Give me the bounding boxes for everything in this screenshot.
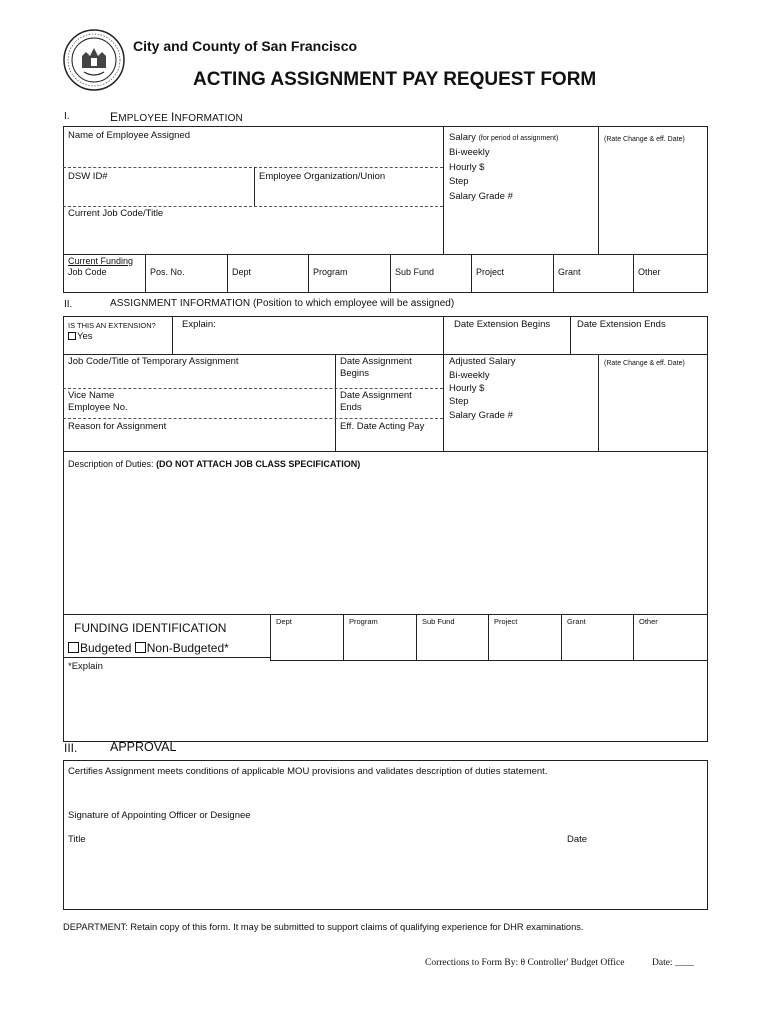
budgeted-label: Budgeted <box>80 641 132 655</box>
approval-date-field[interactable]: Date <box>567 834 588 845</box>
extension-yes-checkbox[interactable]: Yes <box>68 331 93 343</box>
funding-identification-title: FUNDING IDENTIFICATION <box>74 621 227 635</box>
funding-sub-fund[interactable]: Sub Fund <box>395 267 435 277</box>
funding-program[interactable]: Program <box>313 267 348 277</box>
section-2-title: ASSIGNMENT INFORMATION (Position to which employee will be assigned) <box>110 298 455 309</box>
section-1-title: EMPLOYEE INFORMATION <box>110 110 243 124</box>
fund-program[interactable]: Program <box>349 617 378 626</box>
temp-job-code-field[interactable]: Job Code/Title of Temporary Assignment <box>68 356 239 367</box>
rate-change-label: (Rate Change & eff. Date) <box>604 136 685 143</box>
section-2-number: II. <box>64 299 73 310</box>
current-job-code-field[interactable]: Current Job Code/Title <box>68 208 164 219</box>
funding-job-code[interactable]: Job Code <box>68 267 107 277</box>
fund-project[interactable]: Project <box>494 617 518 626</box>
salary-step[interactable]: Step <box>449 176 469 187</box>
form-title: ACTING ASSIGNMENT PAY REQUEST FORM <box>193 69 597 90</box>
current-funding-label: Current Funding <box>68 256 134 266</box>
extension-question: IS THIS AN EXTENSION? <box>68 321 156 330</box>
extension-explain-field[interactable]: Explain: <box>182 319 216 330</box>
salary-grade[interactable]: Salary Grade # <box>449 191 513 202</box>
funding-grant[interactable]: Grant <box>558 267 581 277</box>
funding-other[interactable]: Other <box>638 267 661 277</box>
funding-pos-no[interactable]: Pos. No. <box>150 267 185 277</box>
footer-date: Date: ____ <box>652 958 694 968</box>
fund-other[interactable]: Other <box>639 617 658 626</box>
date-assignment-ends-field[interactable]: Date Assignment Ends <box>340 390 412 413</box>
checkbox-icon[interactable] <box>68 332 76 340</box>
section-1-number: I. <box>64 111 70 122</box>
department-note: DEPARTMENT: Retain copy of this form. It may be submitted to support claims of qualifying experience for DHR examinations. <box>63 922 584 932</box>
date-assignment-begins-field[interactable]: Date Assignment Begins <box>340 356 412 379</box>
employee-name-field[interactable]: Name of Employee Assigned <box>68 130 190 141</box>
approval-box <box>63 760 708 910</box>
fund-dept[interactable]: Dept <box>276 617 292 626</box>
explain-field[interactable]: *Explain <box>68 661 103 672</box>
corrections-note: Corrections to Form By: θ Controller' Budget Office <box>425 958 625 968</box>
employee-org-field[interactable]: Employee Organization/Union <box>259 171 386 182</box>
non-budgeted-checkbox[interactable] <box>135 642 146 653</box>
budget-options <box>68 641 229 655</box>
approval-title-field[interactable]: Title <box>68 834 86 845</box>
duties-field[interactable]: Description of Duties: (DO NOT ATTACH JOB CLASS SPECIFICATION) <box>68 459 361 469</box>
fund-sub-fund[interactable]: Sub Fund <box>422 617 455 626</box>
adj-hourly[interactable]: Hourly $ <box>449 383 485 394</box>
reason-field[interactable]: Reason for Assignment <box>68 421 167 432</box>
budgeted-checkbox[interactable] <box>68 642 79 653</box>
adjusted-salary-label: Adjusted Salary <box>449 356 516 367</box>
salary-hourly[interactable]: Hourly $ <box>449 162 485 173</box>
certifies-text: Certifies Assignment meets conditions of applicable MOU provisions and validates description of duties statement. <box>68 766 548 777</box>
org-name: City and County of San Francisco <box>133 38 358 54</box>
date-extension-begins-field[interactable]: Date Extension Begins <box>454 319 551 330</box>
fund-grant[interactable]: Grant <box>567 617 586 626</box>
salary-biweekly[interactable]: Bi-weekly <box>449 147 490 158</box>
date-extension-ends-field[interactable]: Date Extension Ends <box>577 319 666 330</box>
adj-step[interactable]: Step <box>449 396 469 407</box>
non-budgeted-label: Non-Budgeted* <box>146 641 229 655</box>
city-seal-icon <box>62 28 126 92</box>
vice-name-field[interactable]: Vice Name Employee No. <box>68 390 128 413</box>
section-3-title: APPROVAL <box>110 740 177 754</box>
section-3-number: III. <box>64 741 78 755</box>
adj-biweekly[interactable]: Bi-weekly <box>449 370 490 381</box>
adj-salary-grade[interactable]: Salary Grade # <box>449 410 513 421</box>
signature-field[interactable]: Signature of Appointing Officer or Designee <box>68 810 251 821</box>
funding-project[interactable]: Project <box>476 267 505 277</box>
dsw-id-field[interactable]: DSW ID# <box>68 171 108 182</box>
adj-rate-change-label: (Rate Change & eff. Date) <box>604 360 685 367</box>
eff-date-acting-pay-field[interactable]: Eff. Date Acting Pay <box>340 421 425 432</box>
salary-label: Salary (for period of assignment) <box>449 132 559 143</box>
funding-dept[interactable]: Dept <box>232 267 252 277</box>
